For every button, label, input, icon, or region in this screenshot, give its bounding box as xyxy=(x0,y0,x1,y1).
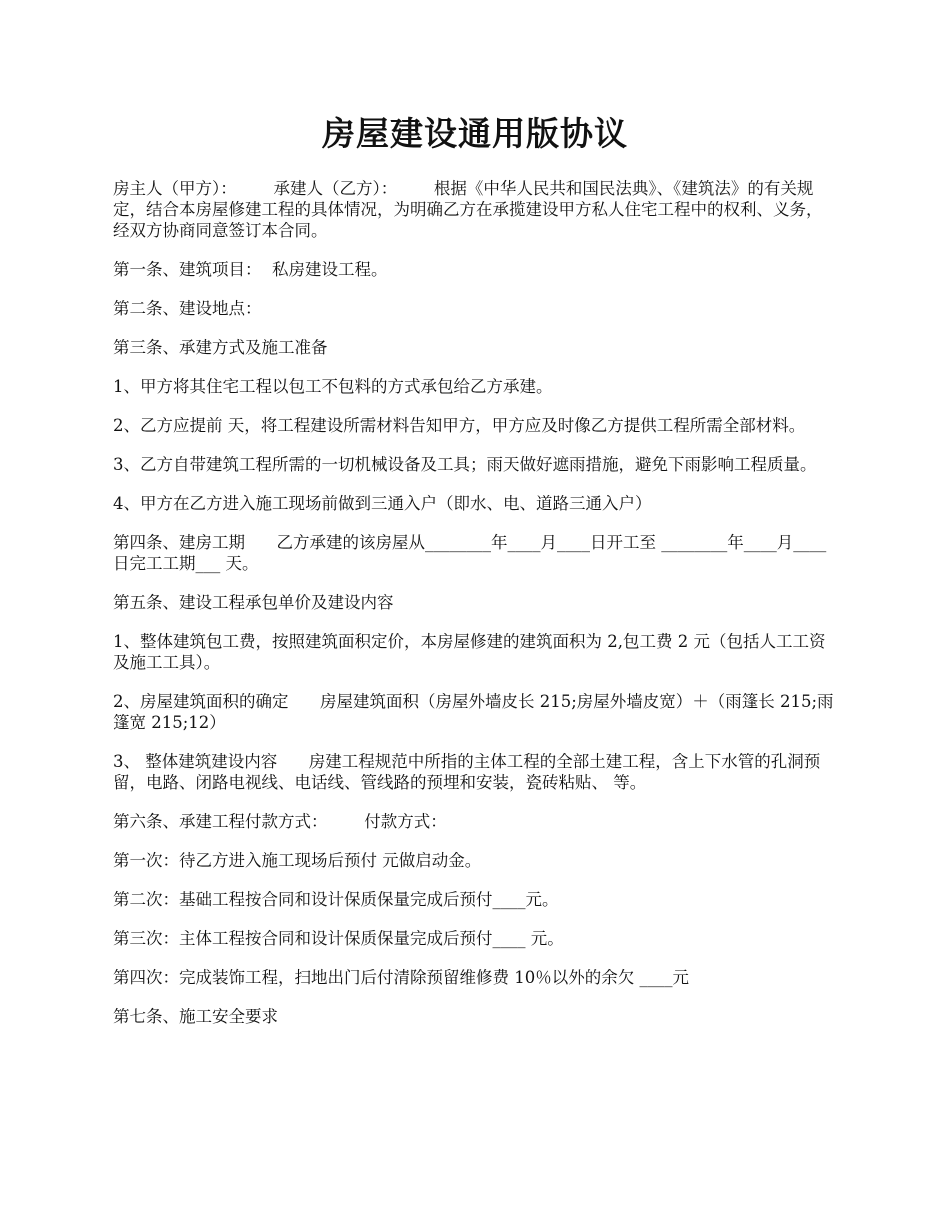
paragraph-article-7: 第七条、施工安全要求 xyxy=(113,1007,278,1026)
paragraph-article-4: 第四条、建房工期 乙方承建的该房屋从________年____月____日开工至 ________年____月____日完工工期___ 天。 xyxy=(113,533,827,573)
paragraph-payment-1: 第一次：待乙方进入施工现场后预付 元做启动金。 xyxy=(113,851,482,870)
paragraph-article-3: 第三条、承建方式及施工准备 xyxy=(113,338,328,357)
paragraph-intro: 房主人（甲方）： 承建人（乙方）： 根据《中华人民共和国民法典》、《建筑法》的有关规定，结合本房屋修建工程的具体情况，为明确乙方在承揽建设甲方私人住宅工程中的权利、义务，经双方协商同意签订本合同。 xyxy=(113,179,823,240)
paragraph-article-3-item-4: 4、甲方在乙方进入施工现场前做到三通入户（即水、电、道路三通入户） xyxy=(113,494,652,513)
paragraph-article-1: 第一条、建筑项目： 私房建设工程。 xyxy=(113,260,388,279)
document-body xyxy=(113,178,835,1045)
paragraph-article-3-item-1: 1、甲方将其住宅工程以包工不包料的方式承包给乙方承建。 xyxy=(113,377,553,396)
paragraph-payment-2: 第二次：基础工程按合同和设计保质保量完成后预付____元。 xyxy=(113,890,559,909)
paragraph-article-3-item-2: 2、乙方应提前 天，将工程建设所需材料告知甲方，甲方应及时像乙方提供工程所需全部材料。 xyxy=(113,416,806,435)
paragraph-article-5-item-2: 2、房屋建筑面积的确定 房屋建筑面积（房屋外墙皮长 215;房屋外墙皮宽）＋（雨篷长 215;雨篷宽 215;12） xyxy=(113,692,834,732)
paragraph-article-6: 第六条、承建工程付款方式： 付款方式： xyxy=(113,812,447,831)
paragraph-payment-4: 第四次：完成装饰工程，扫地出门后付清除预留维修费 10％以外的余欠 ____元 xyxy=(113,968,689,987)
paragraph-payment-3: 第三次：主体工程按合同和设计保质保量完成后预付____ 元。 xyxy=(113,929,564,948)
paragraph-article-5-item-3: 3、 整体建筑建设内容 房建工程规范中所指的主体工程的全部土建工程，含上下水管的孔洞预留，电路、闭路电视线、电话线、管线路的预埋和安装，瓷砖粘贴、 等。 xyxy=(113,752,821,792)
paragraph-article-3-item-3: 3、乙方自带建筑工程所需的一切机械设备及工具；雨天做好遮雨措施，避免下雨影响工程质量。 xyxy=(113,455,817,474)
paragraph-article-5: 第五条、建设工程承包单价及建设内容 xyxy=(113,593,394,612)
paragraph-article-2: 第二条、建设地点： xyxy=(113,299,262,318)
paragraph-article-5-item-1: 1、整体建筑包工费，按照建筑面积定价，本房屋修建的建筑面积为 2,包工费 2 元（包括人工工资及施工工具）。 xyxy=(113,632,826,672)
document-title: 房屋建设通用版协议 xyxy=(322,114,628,153)
